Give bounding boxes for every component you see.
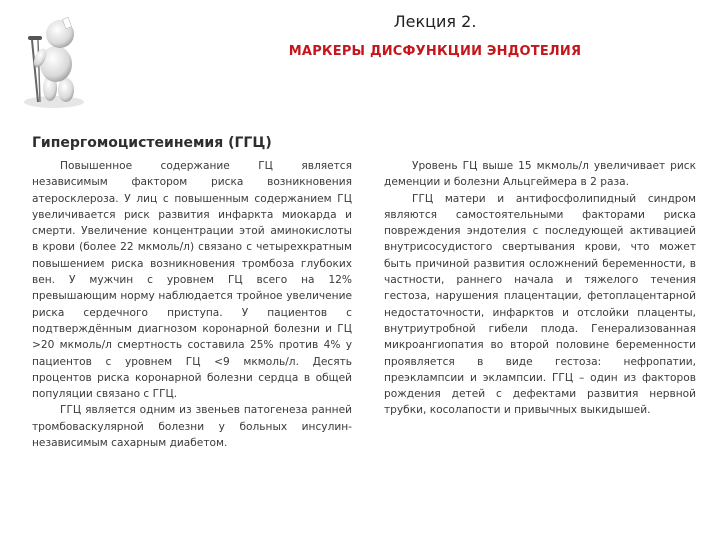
lecture-label: Лекция 2. [393, 12, 477, 31]
left-text-column [32, 158, 352, 451]
section-title: Гипергомоцистеинемия (ГГЦ) [32, 135, 272, 151]
right-text-column [384, 158, 696, 419]
right-paragraph-2: ГГЦ матери и антифосфолипидный синдром являются самостоятельными факторами риска повреждения эндотелия с последующей активацией внутрисосудистого свертывания крови, что может быть причиной развития осложнений беременности, в частности, раннего начала и тяжелого течения гестоза, нарушения плацентации, фетоплацентарной недостаточности, инфарктов и отслойки плаценты, внутриутробной гибели плода. Генерализованная микроангиопатия во второй половине беременности проявляется в виде гестоза: нефропатии, преэклампсии и эклампсии. ГГЦ – один из факторов рождения детей с дефектами развития нервной трубки, косолапости и привычных выкидышей. [384, 192, 696, 417]
right-paragraph-1: Уровень ГЦ выше 15 мкмоль/л увеличивает риск деменции и болезни Альцгеймера в 2 раза. [384, 160, 696, 189]
left-paragraph-2: ГГЦ является одним из звеньев патогенеза ранней тромбоваскулярной болезни у больных инсулин-независимым сахарным диабетом. [32, 404, 352, 450]
left-paragraph-1: Повышенное содержание ГЦ является независимым фактором риска возникновения атеросклероза. У лиц с повышенным содержанием ГЦ увеличивается риск развития инфаркта миокарда и смерти. Увеличение концентрации этой аминокислоты в крови (более 22 мкмоль/л) связано с четырехкратным повышением риска возникновения тромбоза глубоких вен. У мужчин с уровнем ГЦ всего на 12% превышающим норму наблюдается тройное увеличение риска сердечного приступа. У пациентов с подтверждённым диагнозом коронарной болезни и ГЦ >20 мкмоль/л смертность составила 25% против 4% у пациентов с уровнем ГЦ <9 мкмоль/л. Десять процентов риска коронарной болезни сердца в общей популяции связано с ГГЦ. [32, 160, 352, 401]
lecture-subtitle: МАРКЕРЫ ДИСФУНКЦИИ ЭНДОТЕЛИЯ [288, 44, 582, 59]
